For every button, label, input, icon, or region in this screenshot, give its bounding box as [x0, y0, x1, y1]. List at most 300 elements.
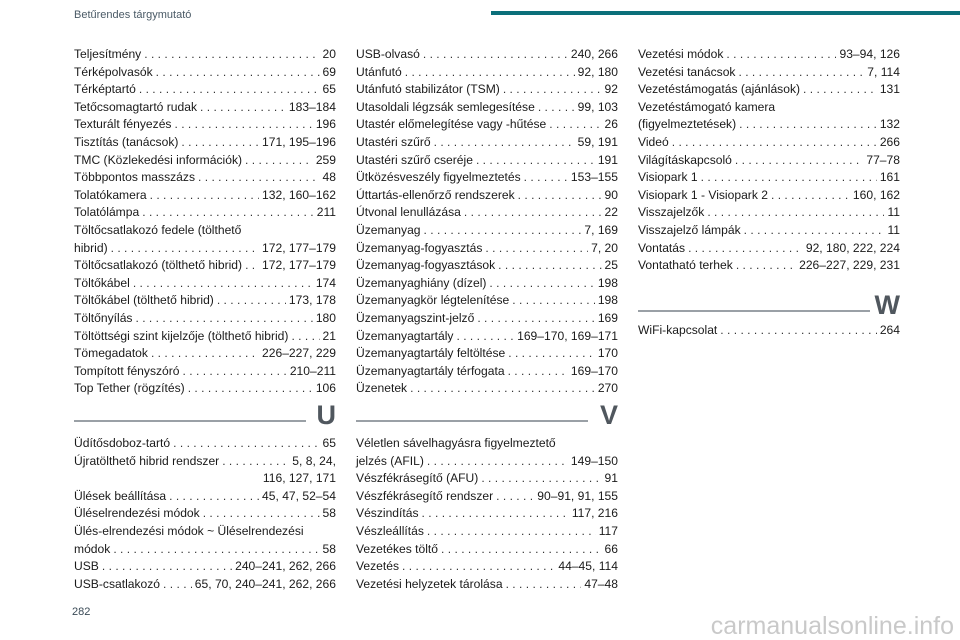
index-term: Üzemanyagtartály feltöltése [356, 346, 506, 361]
index-row [74, 435, 336, 453]
index-row [356, 134, 618, 152]
index-pages-continued: 116, 127, 171 [262, 471, 336, 486]
index-row [356, 275, 618, 293]
index-row [356, 292, 618, 310]
leader-dots [735, 152, 863, 170]
index-term: Utastéri szűrő cseréje [356, 152, 473, 167]
index-entry [638, 46, 900, 64]
index-entry [74, 46, 336, 64]
index-column-t [74, 46, 336, 398]
index-pages: 171, 195–196 [262, 134, 336, 149]
index-pages: 270 [597, 381, 618, 396]
index-term: Vészfékrásegítő rendszer [356, 488, 494, 503]
leader-dots [672, 134, 877, 152]
index-row [356, 169, 618, 187]
index-pages: 7, 114 [867, 64, 900, 79]
index-entry [74, 453, 336, 488]
index-term: Üdítősdoboz-tartó [74, 436, 171, 450]
index-term: Vészfékrásegítő (AFU) [356, 471, 479, 486]
section-letter-v: V [599, 400, 618, 430]
leader-dots [434, 134, 575, 152]
leader-dots [489, 275, 594, 293]
index-entry [74, 363, 336, 381]
index-column-v [638, 46, 900, 275]
index-row [74, 275, 336, 293]
leader-dots [102, 558, 232, 576]
index-entry [356, 435, 618, 470]
index-row [356, 541, 618, 559]
index-entry [74, 558, 336, 576]
index-pages: 65 [322, 436, 336, 450]
index-entry [356, 152, 618, 170]
index-term: Vezetési módok [638, 47, 724, 61]
leader-dots [518, 187, 602, 205]
leader-dots [441, 541, 602, 559]
index-pages: 259 [315, 152, 336, 167]
index-pages: 198 [597, 293, 618, 308]
index-pages: 266 [879, 134, 900, 149]
index-pages: 211 [316, 205, 336, 220]
index-row [74, 240, 336, 258]
index-term: Üzemanyagtartály [356, 328, 454, 343]
index-row [356, 46, 618, 64]
leader-dots [506, 576, 582, 594]
index-term: Üzemanyagkör légtelenítése [356, 293, 510, 308]
index-row [74, 488, 336, 506]
index-row [638, 134, 900, 152]
index-entry [638, 240, 900, 258]
index-pages: 169 [597, 310, 618, 325]
index-term: Texturált fényezés [74, 117, 172, 132]
index-pages: 47–48 [584, 576, 618, 591]
index-row [638, 81, 900, 99]
index-term: Visiopark 1 - Visiopark 2 [638, 187, 768, 202]
index-term: WiFi-kapcsolat [638, 323, 718, 337]
index-entry [74, 380, 336, 398]
index-row [356, 64, 618, 82]
index-row [638, 64, 900, 82]
index-row [74, 64, 336, 82]
index-row [74, 292, 336, 310]
index-term: Utastér előmelegítése vagy -hűtése [356, 117, 547, 132]
index-row [638, 187, 900, 205]
index-term: Térképtartó [74, 82, 136, 97]
index-pages: 169–170, 169–171 [517, 328, 618, 343]
index-term: Üléselrendezési módok [74, 506, 200, 521]
leader-dots [222, 453, 289, 471]
index-pages: 180 [315, 310, 336, 325]
leader-dots [422, 505, 569, 523]
index-entry [74, 204, 336, 222]
index-row [74, 99, 336, 117]
index-term-continued: (figyelmeztetések) [638, 117, 737, 132]
index-term: Vészleállítás [356, 523, 424, 538]
index-term: Vezetékes töltő [356, 541, 439, 556]
leader-dots [151, 345, 259, 363]
index-entry [74, 64, 336, 82]
index-entry [638, 187, 900, 205]
index-row [356, 310, 618, 328]
index-pages: 226–227, 229, 231 [799, 258, 900, 273]
leader-dots [245, 152, 313, 170]
index-pages: 90–91, 91, 155 [537, 488, 618, 503]
index-row [74, 310, 336, 328]
index-pages: 65 [322, 82, 336, 97]
index-term: Üzemanyagtartály térfogata [356, 363, 505, 378]
index-pages: 240, 266 [570, 47, 618, 61]
index-pages: 210–211 [289, 363, 336, 378]
page-number: 282 [72, 606, 91, 618]
leader-dots [485, 240, 588, 258]
index-pages: 149–150 [570, 453, 618, 468]
section-header-u [74, 400, 336, 440]
index-row [356, 81, 618, 99]
index-term: Teljesítmény [74, 47, 142, 61]
index-entry [74, 222, 336, 257]
index-row [356, 380, 618, 398]
index-term: Ütközésveszély figyelmeztetés [356, 170, 521, 185]
leader-dots [173, 435, 319, 453]
index-term: Újratölthető hibrid rendszer [74, 453, 220, 468]
index-entry [356, 240, 618, 258]
index-term: Vezetés [356, 559, 400, 574]
index-pages: 172, 177–179 [262, 240, 336, 255]
index-pages: 161 [879, 170, 900, 185]
index-entry [638, 99, 900, 134]
index-pages: 91 [604, 471, 618, 486]
index-row [74, 46, 336, 64]
index-row [356, 222, 618, 240]
index-column-w [638, 322, 900, 340]
index-row [74, 328, 336, 346]
index-pages: 7, 169 [584, 222, 618, 237]
leader-dots [188, 380, 313, 398]
index-entry [638, 204, 900, 222]
index-term: Tolatólámpa [74, 205, 140, 220]
index-entry [356, 187, 618, 205]
index-term: Tetőcsomagtartó rudak [74, 99, 198, 114]
index-row [356, 576, 618, 594]
index-row [74, 505, 336, 523]
index-row [356, 488, 618, 506]
index-entry [356, 576, 618, 594]
index-entry [356, 505, 618, 523]
leader-dots [726, 46, 836, 64]
index-term: Tompított fényszóró [74, 363, 180, 378]
leader-dots [707, 204, 884, 222]
index-pages: 59, 191 [577, 134, 618, 149]
index-term: Üzemanyag [356, 222, 421, 237]
index-pages: 106 [315, 381, 336, 396]
leader-dots [150, 187, 259, 205]
index-entry [638, 169, 900, 187]
index-row [356, 152, 618, 170]
leader-dots [405, 64, 575, 82]
leader-dots [423, 46, 568, 64]
index-entry [74, 187, 336, 205]
index-term: Ülések beállítása [74, 488, 167, 503]
leader-dots [245, 257, 259, 275]
index-row [74, 380, 336, 398]
leader-dots [477, 310, 595, 328]
index-row [356, 345, 618, 363]
index-row [74, 345, 336, 363]
index-entry [74, 134, 336, 152]
index-entry [74, 99, 336, 117]
leader-dots [701, 169, 877, 187]
index-row [638, 46, 900, 64]
index-pages: 99, 103 [577, 99, 618, 114]
index-term: Vezetéstámogató kamera [638, 99, 776, 114]
index-entry [356, 99, 618, 117]
index-pages: 92, 180, 222, 224 [805, 240, 900, 255]
index-entry [74, 292, 336, 310]
index-entry [638, 64, 900, 82]
leader-dots [198, 169, 320, 187]
index-term: Úttartás-ellenőrző rendszerek [356, 187, 515, 202]
index-pages: 92 [604, 82, 618, 97]
leader-dots [402, 558, 555, 576]
index-entry [356, 523, 618, 541]
leader-dots [427, 453, 568, 471]
leader-dots [169, 488, 259, 506]
index-entry [356, 134, 618, 152]
index-term: Utánfutó [356, 64, 402, 79]
leader-dots [803, 81, 877, 99]
index-entry [356, 470, 618, 488]
leader-dots [720, 322, 877, 340]
index-term: Vontatható terhek [638, 258, 733, 273]
index-term: Üzemanyagszint-jelző [356, 310, 475, 325]
leader-dots [503, 81, 602, 99]
index-term: Útvonal lenullázása [356, 205, 461, 220]
index-term: Töltöttségi szint kijelzője (tölthető hibrid) [74, 328, 289, 343]
leader-dots [512, 292, 595, 310]
index-row [356, 558, 618, 576]
leader-dots [163, 576, 192, 594]
index-term: Vészindítás [356, 506, 419, 521]
index-pages: 58 [322, 506, 336, 521]
leader-dots [183, 363, 287, 381]
index-term: Tolatókamera [74, 187, 147, 202]
index-pages: 93–94, 126 [839, 47, 900, 61]
leader-dots [181, 134, 259, 152]
index-entry [638, 152, 900, 170]
header-accent-bar [491, 11, 960, 15]
index-pages: 69 [322, 64, 336, 79]
index-term: TMC (Közlekedési információk) [74, 152, 243, 167]
index-entry [356, 169, 618, 187]
index-pages: 11 [887, 222, 900, 237]
index-term: USB-olvasó [356, 47, 420, 61]
index-term: Tisztítás (tanácsok) [74, 134, 179, 149]
index-entry [356, 541, 618, 559]
index-row [356, 257, 618, 275]
leader-dots [736, 257, 796, 275]
index-entry [74, 275, 336, 293]
index-pages: 198 [597, 275, 618, 290]
index-term: Utastéri szűrő [356, 134, 431, 149]
index-row [74, 541, 336, 559]
index-row [74, 204, 336, 222]
index-row [74, 134, 336, 152]
leader-dots [142, 204, 314, 222]
index-term-continued: módok [74, 541, 111, 556]
index-term: Visiopark 1 [638, 170, 698, 185]
index-pages: 7, 20 [591, 240, 618, 255]
index-entry [74, 328, 336, 346]
index-entry [638, 257, 900, 275]
index-row [356, 470, 618, 488]
index-column-u-utas [356, 46, 618, 398]
index-entry [356, 46, 618, 64]
index-entry [638, 322, 900, 340]
leader-dots [111, 240, 259, 258]
index-term: Világításkapcsoló [638, 152, 732, 167]
index-pages: 132 [879, 117, 900, 132]
leader-dots [133, 275, 313, 293]
leader-dots [739, 116, 877, 134]
index-term: Visszajelző lámpák [638, 222, 741, 237]
index-pages: 20 [322, 47, 336, 61]
index-row [356, 99, 618, 117]
leader-dots [496, 488, 534, 506]
index-entry [356, 257, 618, 275]
index-row [356, 363, 618, 381]
index-term: Üzemanyag-fogyasztások [356, 258, 496, 273]
index-entry [74, 505, 336, 523]
leader-dots [498, 257, 601, 275]
index-entry [74, 576, 336, 594]
leader-dots [688, 240, 803, 258]
index-term: Üzemanyaghiány (dízel) [356, 275, 487, 290]
index-row [74, 453, 336, 471]
index-row [356, 116, 618, 134]
header-title: Betűrendes tárgymutató [74, 9, 192, 21]
index-row [638, 152, 900, 170]
index-pages: 117, 216 [571, 506, 618, 521]
index-term: Videó [638, 134, 669, 149]
index-pages: 92, 180 [577, 64, 618, 79]
index-term: Töltőcsatlakozó fedele (tölthető [74, 222, 242, 237]
index-row [638, 116, 900, 134]
leader-dots [174, 116, 312, 134]
index-row [638, 222, 900, 240]
index-pages: 173, 178 [288, 293, 336, 308]
index-row [356, 204, 618, 222]
leader-dots [738, 64, 864, 82]
index-pages: 11 [887, 205, 900, 220]
index-entry [356, 558, 618, 576]
index-row [356, 505, 618, 523]
index-entry [74, 116, 336, 134]
index-term: Vezetési helyzetek tárolása [356, 576, 503, 591]
leader-dots [744, 222, 885, 240]
leader-dots [476, 152, 595, 170]
index-entry [74, 169, 336, 187]
leader-dots [113, 541, 319, 559]
index-pages: 153–155 [570, 170, 618, 185]
index-pages: 22 [604, 205, 618, 220]
index-pages: 264 [879, 323, 900, 337]
index-row [74, 558, 336, 576]
leader-dots [200, 99, 286, 117]
index-entry [356, 310, 618, 328]
index-row [74, 81, 336, 99]
leader-dots [156, 64, 320, 82]
index-row [74, 576, 336, 594]
index-entry [356, 345, 618, 363]
leader-dots [481, 470, 601, 488]
index-entry [356, 275, 618, 293]
index-entry [74, 523, 336, 558]
index-pages: 226–227, 229 [262, 346, 336, 361]
index-pages: 170 [597, 346, 618, 361]
index-entry [638, 134, 900, 152]
index-term: USB-csatlakozó [74, 576, 161, 591]
index-entry [356, 488, 618, 506]
leader-dots [456, 328, 514, 346]
index-pages: 174 [315, 275, 336, 290]
index-pages: 117 [598, 523, 618, 538]
leader-dots [771, 187, 850, 205]
index-pages: 65, 70, 240–241, 262, 266 [194, 576, 336, 591]
index-term: USB [74, 559, 99, 574]
index-pages: 191 [597, 152, 618, 167]
section-letter-u: U [316, 400, 336, 430]
index-pages: 21 [322, 328, 336, 343]
index-row [356, 523, 618, 541]
leader-dots [135, 310, 312, 328]
index-term-continued: hibrid) [74, 240, 108, 255]
index-entry [74, 345, 336, 363]
index-entry [356, 81, 618, 99]
leader-dots [144, 46, 319, 64]
index-pages: 5, 8, 24, [292, 453, 336, 468]
index-entry [356, 204, 618, 222]
index-term: Üzenetek [356, 381, 408, 396]
index-pages: 45, 47, 52–54 [262, 488, 336, 503]
leader-dots [139, 81, 320, 99]
index-pages: 169–170 [570, 363, 618, 378]
index-row [74, 116, 336, 134]
index-pages: 48 [322, 170, 336, 185]
leader-dots [291, 328, 319, 346]
index-term: Vontatás [638, 240, 686, 255]
index-term: Üzemanyag-fogyasztás [356, 240, 483, 255]
index-row [638, 322, 900, 340]
index-entry [356, 64, 618, 82]
leader-dots [538, 99, 575, 117]
index-pages: 90 [604, 187, 618, 202]
index-pages: 25 [604, 258, 618, 273]
index-term: Vezetéstámogatás (ajánlások) [638, 82, 801, 97]
index-column-v-2 [356, 435, 618, 593]
index-column-u [74, 435, 336, 593]
index-term: Utasoldali légzsák semlegesítése [356, 99, 535, 114]
index-row [74, 152, 336, 170]
index-term: Véletlen sávelhagyásra figyelmeztető [356, 436, 556, 450]
index-entry [356, 328, 618, 346]
leader-dots [549, 116, 601, 134]
index-entry [74, 488, 336, 506]
section-letter-w: W [874, 290, 900, 320]
index-term: Vezetési tanácsok [638, 64, 736, 79]
index-pages: 240–241, 262, 266 [235, 559, 336, 574]
index-pages: 58 [322, 541, 336, 556]
index-row [74, 169, 336, 187]
index-row [74, 187, 336, 205]
